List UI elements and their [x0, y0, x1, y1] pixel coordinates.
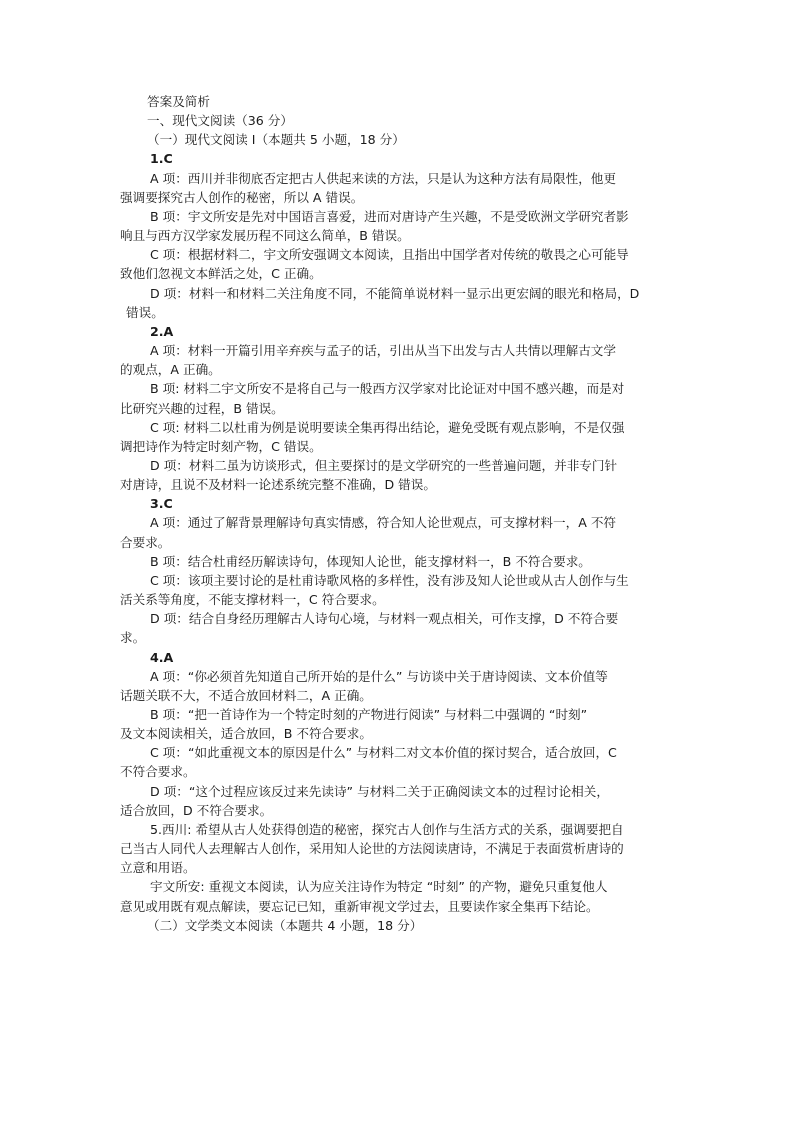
option-analysis: D 项：材料二虽为访谈形式，但主要探讨的是文学研究的一些普遍问题，并非专门针: [150, 457, 618, 473]
option-analysis: 对唐诗，且说不及材料一论述系统完整不准确，D 错误。: [120, 477, 436, 493]
option-analysis: 不符合要求。: [120, 764, 196, 780]
answer-document: [120, 92, 700, 935]
doc-title: 答案及简析: [147, 94, 210, 109]
option-analysis: D 项：“这个过程应该反过来先读诗” 与材料二关于正确阅读文本的过程讨论相关，: [150, 783, 609, 799]
option-analysis: 响且与西方汉学家发展历程不同这么简单，B 错误。: [120, 228, 410, 244]
option-analysis: D 项：结合自身经历理解古人诗句心境，与材料一观点相关，可作支撑，D 不符合要: [150, 611, 619, 627]
answer-paragraph: 己当古人同代人去理解古人创作，采用知人论世的方法阅读唐诗，不满足于表面赏析唐诗的: [120, 841, 624, 857]
option-analysis: A 项：材料一开篇引用辛弃疾与孟子的话，引出从当下出发与古人共情以理解古文学: [150, 343, 616, 359]
question-answer: 4.A: [150, 649, 174, 665]
answer-paragraph: 宇文所安: 重视文本阅读，认为应关注诗作为特定 “时刻” 的产物，避免只重复他人: [150, 879, 608, 895]
option-analysis: 合要求。: [120, 534, 171, 550]
option-analysis: 求。: [120, 630, 146, 646]
option-analysis: A 项：“你必须首先知道自己所开始的是什么” 与访谈中关于唐诗阅读、文本价值等: [150, 668, 608, 684]
option-analysis: 话题关联不大，不适合放回材料二，A 正确。: [120, 687, 372, 703]
option-analysis: 错误。: [126, 304, 164, 320]
option-analysis: 比研究兴趣的过程，B 错误。: [120, 400, 284, 416]
option-analysis: B 项：宇文所安是先对中国语言喜爱，进而对唐诗产生兴趣，不是受欧洲文学研究者影: [150, 208, 629, 224]
section-heading: 一、现代文阅读（36 分）: [147, 113, 293, 129]
option-analysis: 适合放回，D 不符合要求。: [120, 802, 273, 818]
option-analysis: B 项: 材料二宇文所安不是将自己与一般西方汉学家对比论证对中国不感兴趣，而是对: [150, 381, 625, 397]
option-analysis: 调把诗作为特定时刻产物，C 错误。: [120, 438, 322, 454]
option-analysis: C 项：该项主要讨论的是杜甫诗歌风格的多样性，没有涉及知人论世或从古人创作与生: [150, 572, 629, 588]
answer-paragraph: 意见或用既有观点解读，要忘记已知，重新审视文学过去，且要读作家全集再下结论。: [120, 898, 599, 914]
option-analysis: 的观点，A 正确。: [120, 362, 221, 378]
option-analysis: 及文本阅读相关，适合放回，B 不符合要求。: [120, 726, 372, 742]
option-analysis: 活关系等角度，不能支撑材料一，C 符合要求。: [120, 592, 385, 608]
option-analysis: 强调要探究古人创作的秘密，所以 A 错误。: [120, 189, 364, 205]
option-analysis: C 项：根据材料二，宇文所安强调文本阅读，且指出中国学者对传统的敬畏之心可能导: [150, 247, 629, 263]
option-analysis: A 项：西川并非彻底否定把古人供起来读的方法，只是认为这种方法有局限性，他更: [150, 170, 616, 186]
subsection-heading: （二）文学类文本阅读（本题共 4 小题，18 分）: [147, 917, 423, 933]
option-analysis: C 项: 材料二以杜甫为例是说明要读全集再得出结论，避免受既有观点影响，不是仅强: [150, 419, 625, 435]
answer-paragraph: 5.西川: 希望从古人处获得创造的秘密，探究古人创作与生活方式的关系，强调要把自: [150, 821, 624, 837]
question-answer: 3.C: [150, 496, 173, 512]
option-analysis: B 项：“把一首诗作为一个特定时刻的产物进行阅读” 与材料二中强调的 “时刻”: [150, 707, 588, 722]
option-analysis: B 项：结合杜甫经历解读诗句，体现知人论世，能支撑材料一，B 不符合要求。: [150, 553, 591, 569]
option-analysis: A 项：通过了解背景理解诗句真实情感，符合知人论世观点，可支撑材料一，A 不符: [150, 515, 617, 531]
option-analysis: 致他们忽视文本鲜活之处，C 正确。: [120, 266, 322, 282]
option-analysis: D 项：材料一和材料二关注角度不同，不能简单说材料一显示出更宏阔的眼光和格局，D: [150, 285, 640, 301]
option-analysis: C 项：“如此重视文本的原因是什么” 与材料二对文本价值的探讨契合，适合放回，C: [150, 745, 617, 761]
subsection-heading: （一）现代文阅读 I（本题共 5 小题，18 分）: [147, 132, 405, 148]
answer-paragraph: 立意和用语。: [120, 860, 196, 876]
question-answer: 2.A: [150, 323, 174, 339]
question-answer: 1.C: [150, 151, 173, 167]
